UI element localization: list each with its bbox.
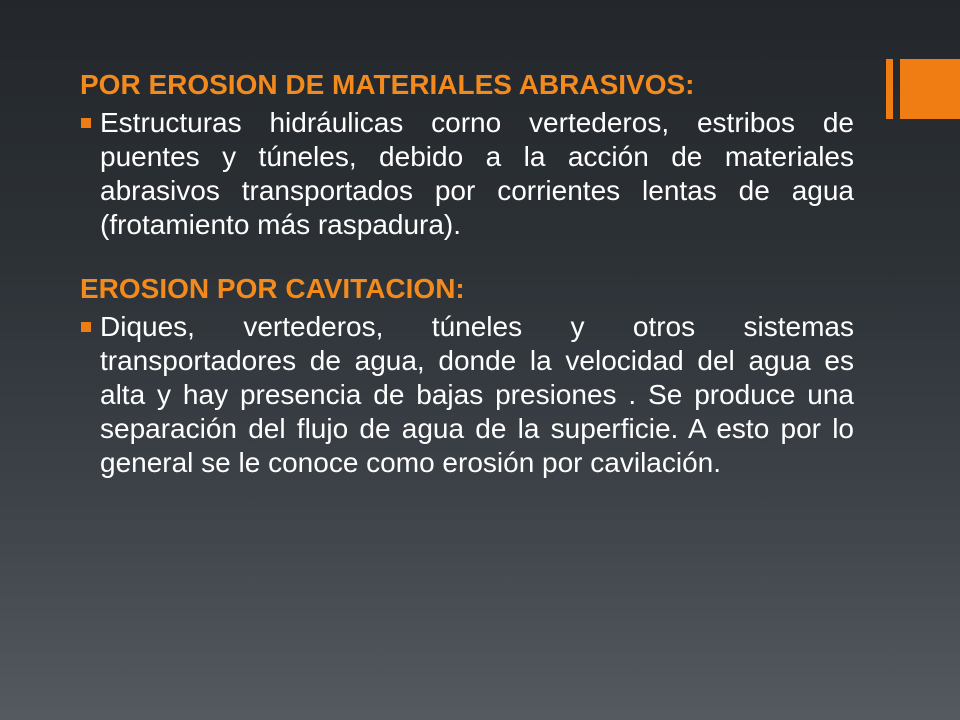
bullet-text-abrasive: Estructuras hidráulicas corno vertederos, estribos de puentes y túneles, debido a la acción de materiales abrasivos transportados por corrientes lentas de agua (frotamiento más raspadura). — [100, 107, 854, 240]
section-heading-cavitation: EROSION POR CAVITACION: — [80, 273, 465, 304]
bullet-item-abrasive — [80, 106, 854, 242]
accent-bar-thin — [886, 59, 893, 119]
section-heading-abrasive: POR EROSION DE MATERIALES ABRASIVOS: — [80, 69, 695, 100]
bullet-item-cavitation — [80, 310, 854, 480]
bullet-text-cavitation: Diques, vertederos, túneles y otros sistemas transportadores de agua, donde la velocidad del agua es alta y hay presencia de bajas presiones . Se produce una separación del flujo de agua de la superficie. A esto por lo general se le conoce como erosión por cavilación. — [100, 311, 854, 478]
slide-content — [80, 68, 854, 480]
accent-block — [900, 59, 960, 119]
square-bullet-icon — [81, 322, 91, 332]
square-bullet-icon — [81, 118, 91, 128]
